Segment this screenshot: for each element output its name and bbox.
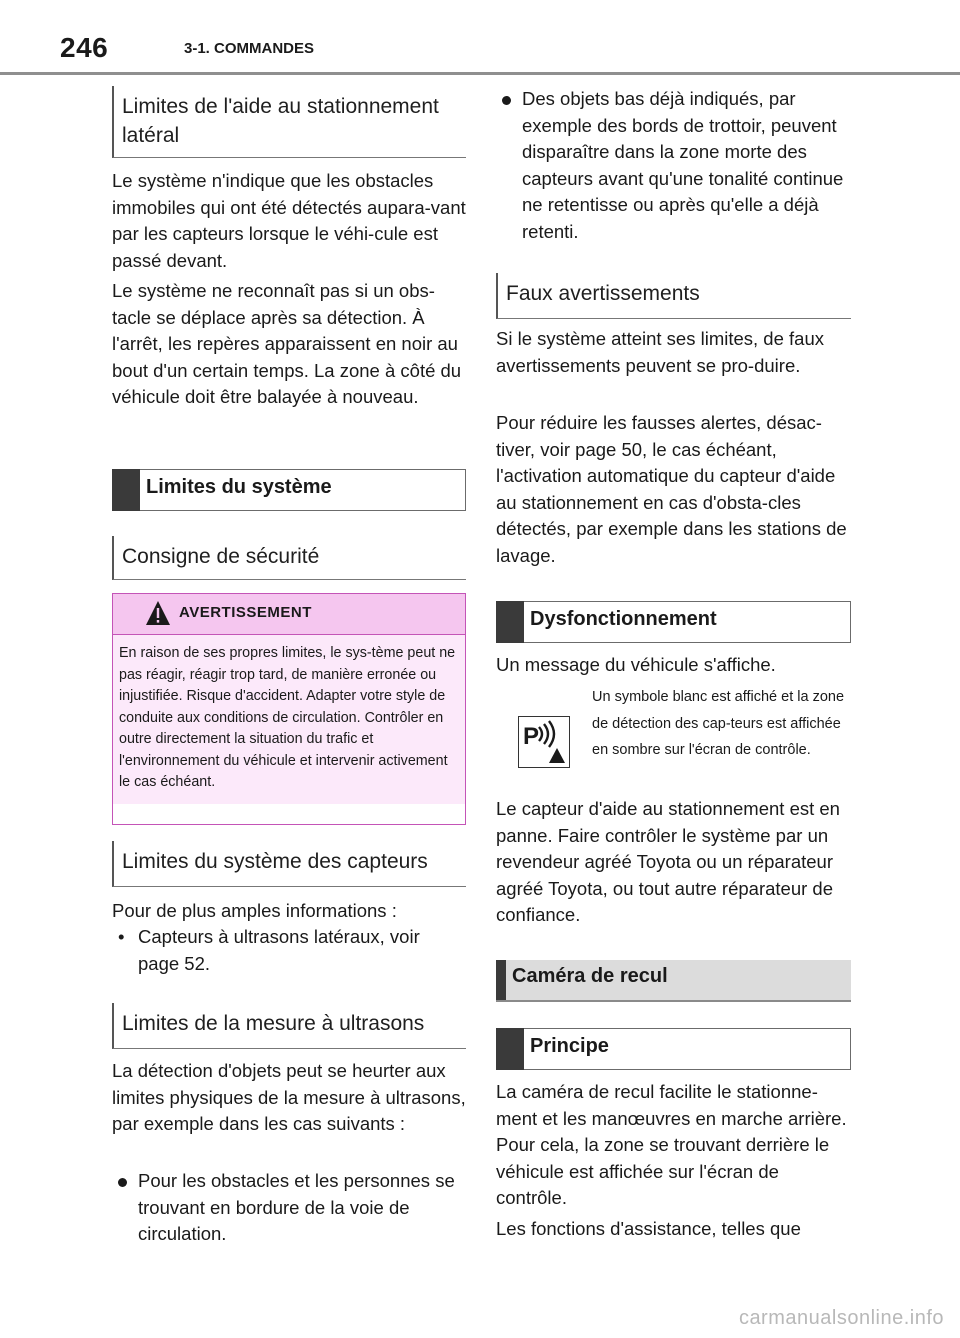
- paragraph: Les fonctions d'assistance, telles que: [496, 1218, 801, 1239]
- heading-marker: [112, 469, 140, 511]
- heading-limites-systeme: [112, 469, 466, 511]
- subheading-ultrasons: Limites de la mesure à ultrasons: [112, 1003, 466, 1049]
- subheading-faux: Faux avertissements: [496, 273, 851, 319]
- paragraph: Le capteur d'aide au stationnement est en panne. Faire contrôler le système par un revendeur agréé Toyota ou un réparateur agréé Toyota, ou tout autre réparateur de confiance.: [496, 798, 840, 925]
- heading-marker: [496, 601, 524, 643]
- heading-camera: [496, 960, 851, 1002]
- bullet-dot: [118, 1178, 127, 1187]
- dash-marker: •: [118, 926, 125, 947]
- parking-sensor-symbol-icon: [519, 717, 568, 766]
- watermark: carmanualsonline.info: [738, 1307, 944, 1329]
- paragraph: Le système n'indique que les obstacles immobiles qui ont été détectés aupara-vant par les capteurs lorsque le véhi-cule est passé devant.: [112, 170, 466, 271]
- heading-principe: [496, 1028, 851, 1070]
- warning-header: [113, 594, 465, 635]
- heading-marker: [496, 960, 506, 1000]
- heading-text: Principe: [530, 1035, 609, 1057]
- bullet-dot: [502, 96, 511, 105]
- page-number: 246: [60, 32, 109, 63]
- list-item-text: Capteurs à ultrasons latéraux, voir page 52.: [138, 926, 420, 974]
- subheading-consigne: Consigne de sécurité: [112, 536, 466, 580]
- heading-dysfonctionnement: [496, 601, 851, 643]
- paragraph: La caméra de recul facilite le stationne-ment et les manœuvres en marche arrière. Pour cela, la zone se trouvant derrière le véhicule est affichée sur l'écran de contrôle.: [496, 1081, 847, 1208]
- heading-text: Limites du système: [146, 476, 332, 498]
- list-item: [112, 1168, 466, 1248]
- subheading-lateral: Limites de l'aide au stationnement latéral: [112, 86, 466, 158]
- header-rule: [0, 72, 960, 75]
- list-item-text: Des objets bas déjà indiqués, par exemple des bords de trottoir, peuvent disparaître dans la zone morte des capteurs avant qu'une tonalité continue ne retentisse ou après qu'elle a déjà retenti.: [522, 88, 844, 242]
- icon-description: Un symbole blanc est affiché et la zone de détection des cap-teurs est affichée en sombre sur l'écran de contrôle.: [592, 689, 845, 758]
- paragraph: Un message du véhicule s'affiche.: [496, 654, 776, 675]
- section-label: 3-1. COMMANDES: [184, 40, 315, 57]
- paragraph: Pour réduire les fausses alertes, désac-tiver, voir page 50, le cas échéant, l'activation automatique du capteur d'aide au stationnement en cas d'obsta-cles détectés, par exemple dans les stations de lavage.: [496, 412, 847, 566]
- list-item: [112, 924, 466, 977]
- heading-marker: [496, 1028, 524, 1070]
- list-item: [496, 86, 851, 245]
- parking-sensor-icon: [518, 716, 570, 768]
- warning-title: AVERTISSEMENT: [179, 604, 312, 621]
- subheading-capteurs: Limites du système des capteurs: [112, 841, 466, 887]
- warning-box: [112, 593, 466, 825]
- list-item-text: Pour les obstacles et les personnes se trouvant en bordure de la voie de circulation.: [138, 1170, 455, 1244]
- heading-text: Dysfonctionnement: [530, 608, 717, 630]
- paragraph: Si le système atteint ses limites, de faux avertissements peuvent se pro-duire.: [496, 328, 824, 376]
- warning-triangle-icon: [145, 600, 171, 626]
- svg-text:P: P: [523, 723, 540, 750]
- paragraph: Le système ne reconnaît pas si un obs-tacle se déplace après sa détection. À l'arrêt, les repères apparaissent en noir au bout d'un certain temps. La zone à côté du véhicule doit être balayée à nouveau.: [112, 280, 462, 407]
- paragraph: Pour de plus amples informations :: [112, 900, 397, 921]
- warning-body: En raison de ses propres limites, le sys-tème peut ne pas réagir, réagir trop tard, de manière erronée ou injustifiée. Risque d'accident. Adapter votre style de conduite aux conditions de circulation. Contrôler en outre directement la situation du trafic et l'environnement du véhicule et intervenir activement le cas échéant.: [113, 635, 465, 804]
- heading-text: Caméra de recul: [512, 965, 668, 987]
- paragraph: La détection d'objets peut se heurter aux limites physiques de la mesure à ultrasons, par exemple dans les cas suivants :: [112, 1060, 466, 1134]
